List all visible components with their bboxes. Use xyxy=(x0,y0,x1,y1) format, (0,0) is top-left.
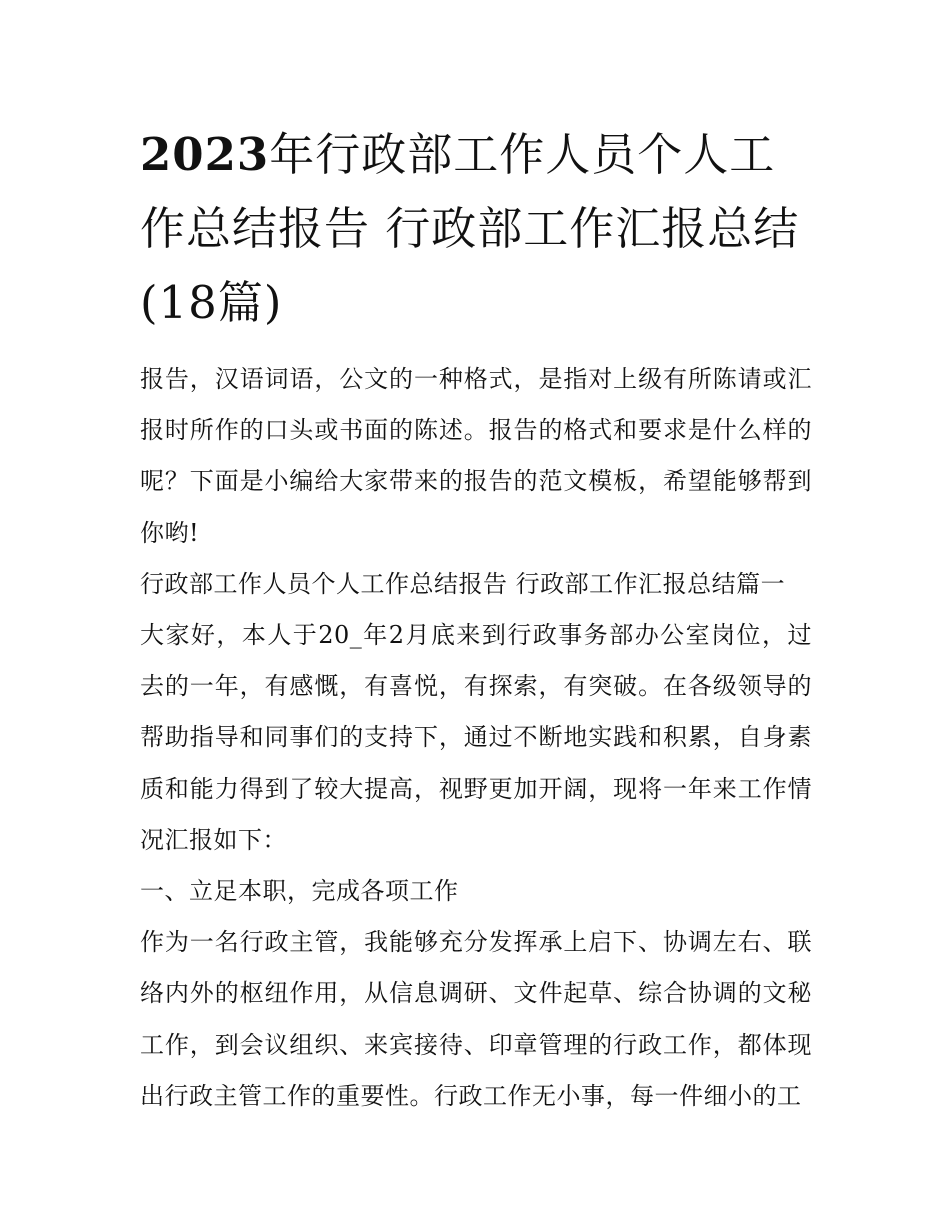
document-body xyxy=(140,118,812,1122)
intro-paragraph: 报告，汉语词语，公文的一种格式，是指对上级有所陈请或汇报时所作的口头或书面的陈述。报告的格式和要求是什么样的呢？下面是小编给大家带来的报告的范文模板，希望能够帮到你哟! xyxy=(140,365,812,547)
document-title xyxy=(140,118,812,340)
body-paragraph: 作为一名行政主管，我能够充分发挥承上启下、协调左右、联络内外的枢纽作用，从信息调研、文件起草、综合协调的文秘工作，到会议组织、来宾接待、印章管理的行政工作，都体现出行政主管工作的重要性。行政工作无小事，每一件细小的工 xyxy=(140,928,812,1110)
body-paragraph: 大家好，本人于20_年2月底来到行政事务部办公室岗位，过去的一年，有感慨，有喜悦，有探索，有突破。在各级领导的帮助指导和同事们的支持下，通过不断地实践和积累，自身素质和能力得到了较大提高，视野更加开阔，现将一年来工作情况汇报如下： xyxy=(140,621,812,854)
section-heading: 行政部工作人员个人工作总结报告 行政部工作汇报总结篇一 xyxy=(140,569,786,598)
title-year: 2023 xyxy=(140,128,270,181)
subsection-heading: 一、立足本职，完成各项工作 xyxy=(140,877,459,906)
title-text: 年行政部工作人员个人工作总结报告 行政部工作汇报总结(18篇) xyxy=(140,128,800,329)
